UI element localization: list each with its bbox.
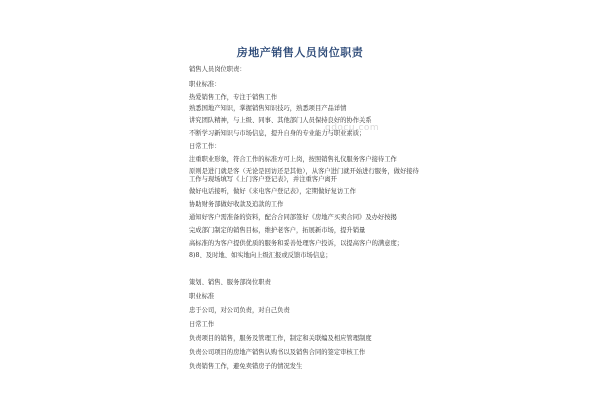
body-line: 热爱销售工作，专注于销售工作 xyxy=(189,94,278,101)
body-line: 不断学习新知识与市场信息，提升自身的专业能力与职业素质； xyxy=(189,130,366,137)
document-title: 房地产销售人员岗位职责 xyxy=(236,46,364,59)
body-line: 讲究团队精神，与上级、同事、其他部门人员保持良好的协作关系 xyxy=(189,117,372,124)
body-line: 销售人员岗位职责： xyxy=(189,66,246,73)
body-line: 职业标准 xyxy=(189,293,215,300)
body-line: 原则是进门就是客（无论是回访还是其他），从客户进门就开始进行服务，做好接待工作与现场填写《上门客户登记表》，并注重客户离开 xyxy=(189,168,419,183)
body-line: 通知好客户需准备的资料，配合合同部签好《房地产买卖合同》及办好按揭 xyxy=(189,214,397,221)
body-line: 8)8、及时地、如实地向上级汇报或反馈市场信息； xyxy=(189,252,332,259)
body-line: 做好电话接听，做好《来电客户登记表》，定期做好复访工作 xyxy=(189,188,356,195)
body-line: 负责公司项目的房地产销售认购书以及销售合同的签定审核工作 xyxy=(189,349,366,356)
body-line: 日常工作 xyxy=(189,321,215,328)
body-line: 负责项目的销售，服务及管理工作，制定和关联编及相应管理制度 xyxy=(189,335,372,342)
body-line: 策划、销售、服务部岗位职责 xyxy=(189,279,271,286)
body-line: 完成部门制定的销售目标，维护老客户，拓展新市场，提升销量 xyxy=(189,227,366,234)
body-line: 负责销售工作，避免卖错房子的情况发生 xyxy=(189,363,303,370)
body-line: 高标准的为客户提供优质的服务和妥善处理客户投诉，以提高客户的满意度； xyxy=(189,240,404,247)
watermark-text: gdocu.com xyxy=(325,123,380,133)
body-line: 日常工作： xyxy=(189,143,221,150)
body-line: 忠于公司，对公司负责，对自己负责 xyxy=(189,307,290,314)
body-line: 注重职业形象，符合工作的标准方可上岗，按照销售礼仪服务客户接待工作 xyxy=(189,156,397,163)
body-line: 职业标准： xyxy=(189,81,221,88)
body-line: 熟悉国地产知识，掌握销售知识技巧，熟悉项目产品详情 xyxy=(189,105,347,112)
body-line: 协助财务部做好收款及追款的工作 xyxy=(189,201,284,208)
